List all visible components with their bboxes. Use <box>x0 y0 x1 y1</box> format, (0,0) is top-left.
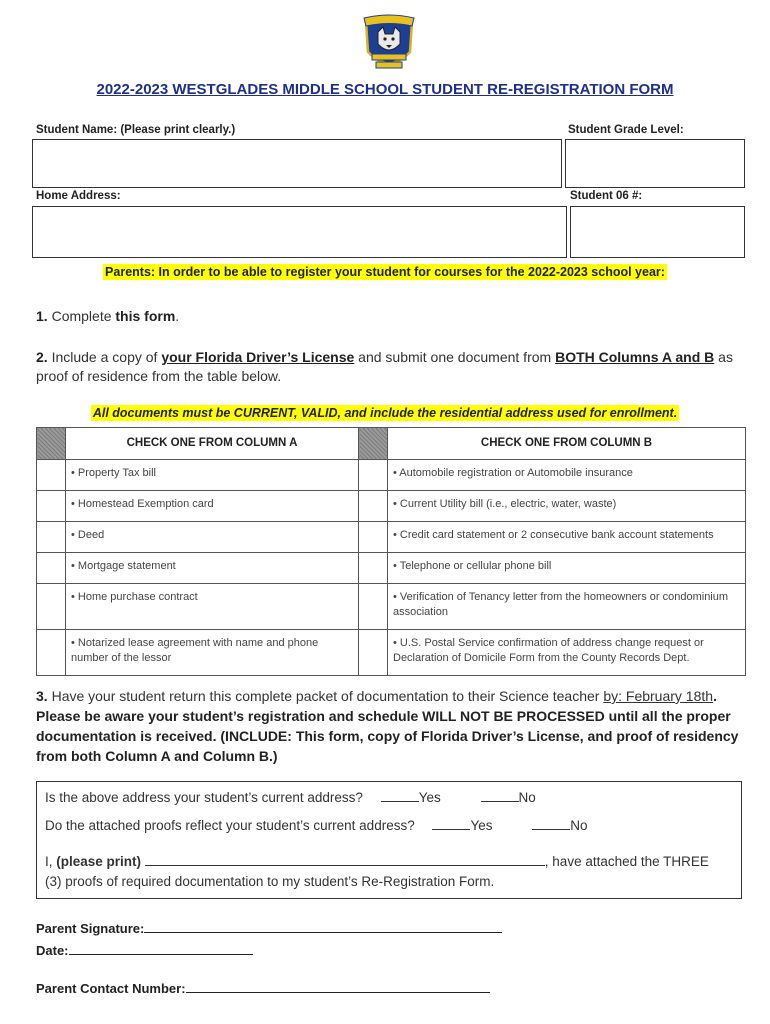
table-header-row <box>37 428 746 460</box>
column-a-item: • Property Tax bill <box>66 460 359 491</box>
column-b-checkbox[interactable] <box>359 522 388 553</box>
column-a-checkbox[interactable] <box>37 491 66 522</box>
column-b-item: • Current Utility bill (i.e., electric, water, waste) <box>388 491 746 522</box>
column-b-checkbox[interactable] <box>359 553 388 584</box>
column-a-checkbox[interactable] <box>37 630 66 676</box>
attestation-line-1: I, (please print) , have attached the THREE <box>45 854 709 869</box>
table-row <box>37 491 746 522</box>
step-1: 1. Complete this form. <box>36 308 180 324</box>
column-b-item: • U.S. Postal Service confirmation of address change request or Declaration of Domicile Form from the County Records Dept. <box>388 630 746 676</box>
parent-print-name-blank[interactable] <box>145 865 545 866</box>
column-b-header: CHECK ONE FROM COLUMN B <box>388 428 746 460</box>
column-a-check-header <box>37 428 66 460</box>
column-b-checkbox[interactable] <box>359 491 388 522</box>
q2-no-blank[interactable] <box>532 829 570 830</box>
question-proofs-address: Do the attached proofs reflect your student’s current address? Yes No <box>45 818 588 833</box>
column-a-checkbox[interactable] <box>37 553 66 584</box>
student-name-label: Student Name: (Please print clearly.) <box>36 124 236 136</box>
step-2: 2. Include a copy of your Florida Driver’s License and submit one document from BOTH Columns A and B as proof of residence from the table below. <box>36 349 733 384</box>
column-a-header: CHECK ONE FROM COLUMN A <box>66 428 359 460</box>
column-b-item: • Credit card statement or 2 consecutive bank account statements <box>388 522 746 553</box>
column-b-item: • Telephone or cellular phone bill <box>388 553 746 584</box>
question-current-address: Is the above address your student’s current address? Yes No <box>45 790 536 805</box>
parent-contact-blank[interactable] <box>186 992 490 993</box>
column-b-check-header <box>359 428 388 460</box>
column-a-checkbox[interactable] <box>37 460 66 491</box>
table-row <box>37 460 746 491</box>
form-title: 2022-2023 WESTGLADES MIDDLE SCHOOL STUDENT RE-REGISTRATION FORM <box>96 81 674 98</box>
column-b-checkbox[interactable] <box>359 460 388 491</box>
parent-signature-line: Parent Signature: <box>36 921 502 936</box>
column-a-item: • Homestead Exemption card <box>66 491 359 522</box>
column-b-checkbox[interactable] <box>359 584 388 630</box>
attestation-line-2: (3) proofs of required documentation to my student’s Re-Registration Form. <box>45 874 495 889</box>
address-confirmation-box <box>36 781 742 899</box>
parent-signature-blank[interactable] <box>144 932 502 933</box>
q1-no-blank[interactable] <box>481 801 519 802</box>
date-line: Date: <box>36 943 253 958</box>
column-a-item: • Notarized lease agreement with name and phone number of the lessor <box>66 630 359 676</box>
school-crest-icon <box>360 14 418 74</box>
grade-level-field[interactable] <box>565 139 745 188</box>
column-a-item: • Home purchase contract <box>66 584 359 630</box>
parent-contact-line: Parent Contact Number: <box>36 981 490 996</box>
column-a-checkbox[interactable] <box>37 522 66 553</box>
parents-note: Parents: In order to be able to register your student for courses for the 2022-2023 school year: <box>105 265 665 279</box>
home-address-label: Home Address: <box>36 190 121 202</box>
q2-yes-blank[interactable] <box>432 829 470 830</box>
table-row <box>37 553 746 584</box>
documents-warning: All documents must be CURRENT, VALID, and include the residential address used for enrollment. <box>92 406 678 420</box>
q1-yes-blank[interactable] <box>381 801 419 802</box>
column-a-item: • Deed <box>66 522 359 553</box>
table-row <box>37 522 746 553</box>
column-a-checkbox[interactable] <box>37 584 66 630</box>
column-a-item: • Mortgage statement <box>66 553 359 584</box>
student-name-field[interactable] <box>32 139 562 188</box>
column-b-item: • Automobile registration or Automobile insurance <box>388 460 746 491</box>
student-id-label: Student 06 #: <box>570 190 643 202</box>
column-b-item: • Verification of Tenancy letter from the homeowners or condominium association <box>388 584 746 630</box>
date-blank[interactable] <box>69 954 253 955</box>
student-id-field[interactable] <box>570 206 745 258</box>
column-b-checkbox[interactable] <box>359 630 388 676</box>
table-row <box>37 584 746 630</box>
table-row <box>37 630 746 676</box>
grade-level-label: Student Grade Level: <box>568 124 684 136</box>
home-address-field[interactable] <box>32 206 567 258</box>
residency-documents-table <box>36 427 746 676</box>
step-3: 3. Have your student return this complete packet of documentation to their Science teacher by: February 18th. Please be aware your student’s registration and schedule WILL NOT BE PROCESSED until all the proper documentation is received. (INCLUDE: This form, copy of Florida Driver’s License, and proof of residency from both Column A and Column B.) <box>36 688 739 764</box>
